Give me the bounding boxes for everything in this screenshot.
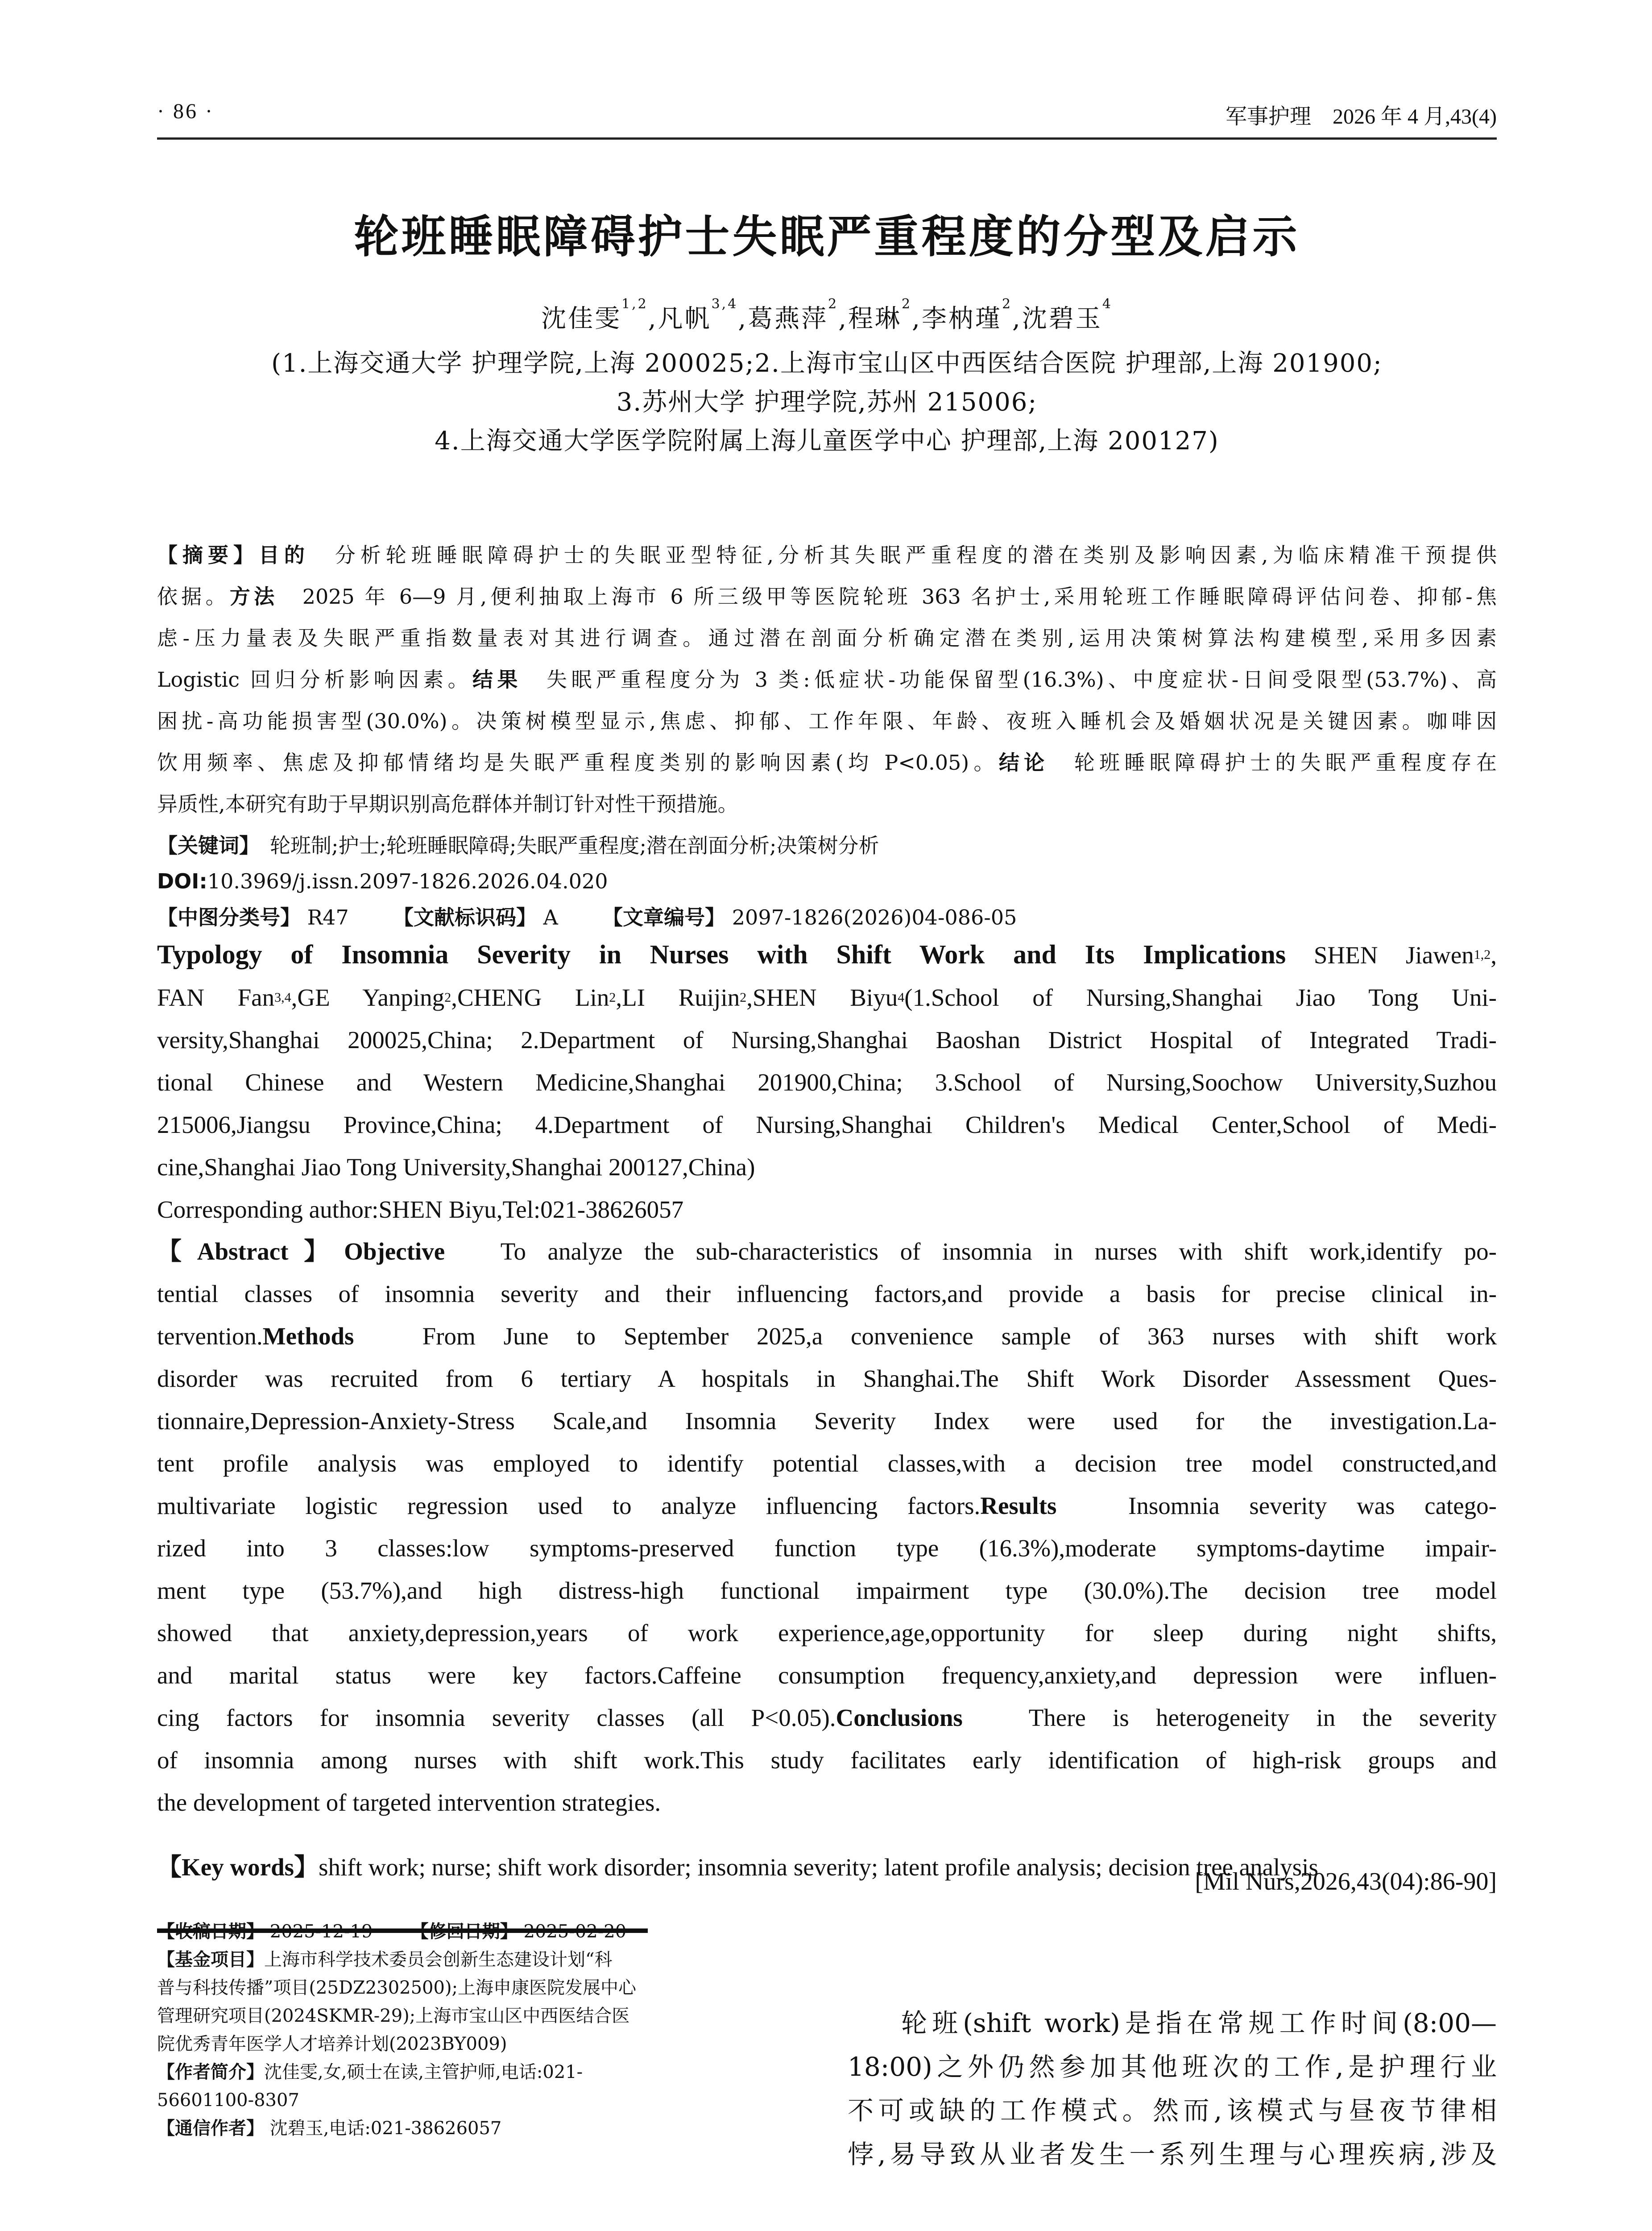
classification-line bbox=[157, 897, 1497, 938]
author-affiliation-mark: 2 bbox=[902, 296, 912, 312]
abstract-en-text: Insomnia severity was catego- bbox=[1056, 1492, 1497, 1519]
english-author-affiliation-mark: 2 bbox=[444, 990, 451, 1005]
english-affiliation-line: 215006,Jiangsu Province,China; 4.Department of Nursing,Shanghai Children's Medical Center,School of Medi- bbox=[157, 1111, 1497, 1138]
abstract-en-line bbox=[157, 1400, 1497, 1442]
abstract-en-line bbox=[157, 1654, 1497, 1696]
abstract-en-text: tential classes of insomnia severity and their influencing factors,and provide a basis for precise clinical in- bbox=[157, 1280, 1497, 1307]
author-separator: , bbox=[738, 304, 748, 333]
abstract-en-text: showed that anxiety,depression,years of work experience,age,opportunity for sleep during night shifts, bbox=[157, 1619, 1497, 1646]
abstract-en-text: multivariate logistic regression used to analyze influencing factors. bbox=[157, 1492, 981, 1519]
page-number: · 86 · bbox=[157, 100, 214, 123]
english-author-name: LI Ruijin bbox=[622, 984, 740, 1011]
author-affiliation-mark: 4 bbox=[1102, 296, 1113, 312]
abstract-en-section-label: 【Abstract】Objective bbox=[157, 1238, 445, 1265]
author-list-cn bbox=[157, 296, 1497, 335]
body-paragraph-line: 不可或缺的工作模式。然而,该模式与昼夜节律相 bbox=[848, 2095, 1497, 2126]
author-bio-line: 56601100-8307 bbox=[157, 2090, 299, 2111]
english-affiliation-line: tional Chinese and Western Medicine,Shanghai 201900,China; 3.School of Nursing,Soochow University,Suzhou bbox=[157, 1069, 1497, 1096]
journal-running-header: 军事护理 2026 年 4 月,43(4) bbox=[1226, 105, 1497, 129]
footnotes bbox=[157, 1918, 813, 2143]
keywords-en-text: shift work; nurse; shift work disorder; insomnia severity; latent profile analysis; decision tree analysis bbox=[319, 1854, 1318, 1881]
author-separator: , bbox=[451, 984, 457, 1011]
received-date-row bbox=[157, 1918, 813, 1946]
abstract-cn bbox=[157, 535, 1497, 825]
abstract-cn-section-label: 结果 bbox=[472, 668, 522, 692]
author-name: 沈佳雯 bbox=[541, 304, 622, 333]
abstract-cn-text: 困扰-高功能损害型(30.0%)。决策树模型显示,焦虑、抑郁、工作年限、年龄、夜班入睡机会及婚姻状况是关键因素。咖啡因 bbox=[157, 709, 1497, 733]
keywords-cn-text: 轮班制;护士;轮班睡眠障碍;失眠严重程度;潜在剖面分析;决策树分析 bbox=[249, 834, 879, 858]
abstract-en-line bbox=[157, 1485, 1497, 1527]
abstract-cn-line bbox=[157, 742, 1497, 784]
author-bio-line: 沈佳雯,女,硕士在读,主管护师,电话:021- bbox=[264, 2062, 583, 2082]
fund-line: 上海市科学技术委员会创新生态建设计划“科 bbox=[264, 1949, 613, 1970]
header-rule bbox=[157, 137, 1497, 140]
fund-row bbox=[157, 1946, 813, 1974]
english-author-name: SHEN Biyu bbox=[753, 984, 898, 1011]
article-number-value: 2097-1826(2026)04-086-05 bbox=[732, 905, 1017, 929]
abstract-cn-section-label: 方法 bbox=[229, 585, 278, 609]
citation-reference: [Mil Nurs,2026,43(04):86-90] bbox=[1195, 1868, 1497, 1895]
corresponding-author-value: 沈碧玉,电话:021-38626057 bbox=[269, 2118, 502, 2139]
doi-link[interactable]: 10.3969/j.issn.2097-1826.2026.04.020 bbox=[207, 869, 608, 893]
abstract-en-text: tionnaire,Depression-Anxiety-Stress Scale,and Insomnia Severity Index were used for the investigation.La- bbox=[157, 1407, 1497, 1435]
abstract-cn-line bbox=[157, 576, 1497, 618]
abstract-cn-line bbox=[157, 618, 1497, 659]
author-separator: , bbox=[1491, 941, 1497, 969]
author-affiliation-mark: 2 bbox=[828, 296, 839, 312]
author-separator: , bbox=[616, 984, 622, 1011]
abstract-en-line bbox=[157, 1273, 1497, 1315]
abstract-en-section-label: Methods bbox=[262, 1323, 354, 1350]
revised-date-label: 【修回日期】 bbox=[410, 1921, 518, 1942]
abstract-en-line bbox=[157, 1696, 1497, 1739]
affiliation-line: (1.上海交通大学 护理学院,上海 200025;2.上海市宝山区中西医结合医院 护理部,上海 201900; bbox=[271, 349, 1383, 378]
english-corresponding-author: Corresponding author:SHEN Biyu,Tel:021-38626057 bbox=[157, 1196, 684, 1223]
article-title-cn: 轮班睡眠障碍护士失眠严重程度的分型及启示 bbox=[354, 211, 1300, 263]
english-affiliation-start: (1.School of Nursing,Shanghai Jiao Tong Uni- bbox=[904, 984, 1497, 1011]
abstract-cn-line bbox=[157, 659, 1497, 701]
english-author-affiliation-mark: 1,2 bbox=[1474, 947, 1491, 962]
abstract-cn-text: 2025 年 6—9 月,便利抽取上海市 6 所三级甲等医院轮班 363 名护士,采用轮班工作睡眠障碍评估问卷、抑郁-焦 bbox=[278, 585, 1497, 609]
received-date-label: 【收稿日期】 bbox=[157, 1921, 264, 1942]
english-title-line bbox=[157, 933, 1497, 976]
abstract-en-line bbox=[157, 1357, 1497, 1400]
keywords-en-label: 【Key words】 bbox=[157, 1854, 319, 1881]
abstract-cn-text: 虑-压力量表及失眠严重指数量表对其进行调查。通过潜在剖面分析确定潜在类别,运用决策树算法构建模型,采用多因素 bbox=[157, 626, 1497, 650]
author-separator: , bbox=[912, 304, 922, 333]
doi-label: DOI: bbox=[157, 869, 207, 893]
english-author-affiliation-mark: 2 bbox=[609, 990, 616, 1005]
body-paragraph-line: 轮班(shift work)是指在常规工作时间(8:00— bbox=[901, 2008, 1497, 2038]
english-affiliation-line: cine,Shanghai Jiao Tong University,Shanghai 200127,China) bbox=[157, 1153, 755, 1181]
abstract-cn-text: 轮班睡眠障碍护士的失眠严重程度存在 bbox=[1049, 751, 1497, 775]
abstract-en-text: disorder was recruited from 6 tertiary A hospitals in Shanghai.The Shift Work Disorder Assessment Ques- bbox=[157, 1365, 1497, 1392]
english-affiliation-line: versity,Shanghai 200025,China; 2.Department of Nursing,Shanghai Baoshan District Hospital of Integrated Tradi- bbox=[157, 1026, 1497, 1053]
corresponding-author-row bbox=[157, 2115, 813, 2143]
english-author-name: SHEN Jiawen bbox=[1313, 941, 1474, 969]
english-author-name: FAN Fan bbox=[157, 984, 275, 1011]
author-bio-row bbox=[157, 2058, 813, 2086]
author-name: 李枘瑾 bbox=[921, 304, 1002, 333]
body-text-column bbox=[848, 2001, 1497, 2176]
abstract-en bbox=[157, 1230, 1497, 1824]
english-author-affiliation-mark: 2 bbox=[740, 990, 747, 1005]
abstract-cn-line bbox=[157, 784, 1497, 825]
abstract-en-text: and marital status were key factors.Caffeine consumption frequency,anxiety,and depression were influen- bbox=[157, 1662, 1497, 1689]
clc-label: 【中图分类号】 bbox=[157, 905, 301, 929]
abstract-en-section-label: Results bbox=[980, 1492, 1057, 1519]
author-name: 沈碧玉 bbox=[1022, 304, 1102, 333]
abstract-en-text: From June to September 2025,a convenience sample of 363 nurses with shift work bbox=[354, 1323, 1497, 1350]
abstract-en-text: tervention. bbox=[157, 1323, 263, 1350]
abstract-en-section-label: Conclusions bbox=[836, 1704, 963, 1731]
body-paragraph-line: 悖,易导致从业者发生一系列生理与心理疾病,涉及 bbox=[848, 2139, 1497, 2169]
abstract-en-line bbox=[157, 1569, 1497, 1612]
abstract-en-text: rized into 3 classes:low symptoms-preserved function type (16.3%),moderate symptoms-daytime impair- bbox=[157, 1534, 1497, 1562]
abstract-cn-text: Logistic 回归分析影响因素。 bbox=[157, 668, 472, 692]
article-number-label: 【文章编号】 bbox=[602, 905, 726, 929]
abstract-cn-section-label: 结论 bbox=[998, 751, 1049, 775]
abstract-en-line bbox=[157, 1442, 1497, 1485]
clc-value: R47 bbox=[307, 905, 349, 929]
doc-code-value: A bbox=[543, 905, 558, 929]
abstract-cn-text: 依据。 bbox=[157, 585, 230, 609]
doi bbox=[157, 861, 1497, 902]
author-separator: , bbox=[746, 984, 753, 1011]
abstract-en-text: To analyze the sub-characteristics of insomnia in nurses with shift work,identify po- bbox=[445, 1238, 1497, 1265]
english-author-name: CHENG Lin bbox=[457, 984, 609, 1011]
abstract-cn-text: 饮用频率、焦虑及抑郁情绪均是失眠严重程度类别的影响因素(均 P<0.05)。 bbox=[157, 751, 999, 775]
english-author-name: GE Yanping bbox=[297, 984, 445, 1011]
english-front-matter bbox=[157, 933, 1497, 1231]
english-author-affiliation-mark: 3,4 bbox=[274, 990, 291, 1005]
abstract-cn-line bbox=[157, 535, 1497, 576]
abstract-en-line bbox=[157, 1527, 1497, 1569]
fund-label: 【基金项目】 bbox=[157, 1949, 264, 1970]
english-title: Typology of Insomnia Severity in Nurses with Shift Work and Its Implications bbox=[157, 940, 1286, 969]
author-separator: , bbox=[648, 304, 658, 333]
abstract-en-line bbox=[157, 1612, 1497, 1654]
english-author-line bbox=[157, 976, 1497, 1019]
abstract-en-line bbox=[157, 1739, 1497, 1781]
affiliation-line: 3.苏州大学 护理学院,苏州 215006; bbox=[616, 388, 1038, 417]
author-affiliation-mark: 2 bbox=[1002, 296, 1013, 312]
author-separator: , bbox=[1012, 304, 1022, 333]
abstract-cn-line bbox=[157, 701, 1497, 742]
author-name: 程琳 bbox=[848, 304, 902, 333]
keywords-cn-label: 【关键词】 bbox=[157, 834, 249, 858]
abstract-en-line bbox=[157, 1315, 1497, 1357]
corresponding-author-label: 【通信作者】 bbox=[157, 2118, 264, 2139]
abstract-cn-text: 异质性,本研究有助于早期识别高危群体并制订针对性干预措施。 bbox=[157, 792, 738, 816]
abstract-cn-label: 【摘要】 bbox=[157, 543, 259, 567]
body-paragraph-line: 18:00)之外仍然参加其他班次的工作,是护理行业 bbox=[848, 2052, 1497, 2082]
abstract-en-text: the development of targeted intervention strategies. bbox=[157, 1789, 661, 1816]
revised-date-value: 2025-02-20 bbox=[523, 1921, 627, 1942]
abstract-en-line bbox=[157, 1781, 1497, 1824]
english-author-affiliation-mark: 4 bbox=[898, 990, 905, 1005]
doc-code-label: 【文献标识码】 bbox=[393, 905, 537, 929]
fund-line: 管理研究项目(2024SKMR-29);上海市宝山区中西医结合医 bbox=[157, 2006, 630, 2026]
abstract-en-text: of insomnia among nurses with shift work.This study facilitates early identification of high-risk groups and bbox=[157, 1746, 1497, 1774]
author-bio-label: 【作者简介】 bbox=[157, 2062, 264, 2082]
english-author-list-first bbox=[1314, 941, 1497, 969]
abstract-cn-text: 失眠严重程度分为 3 类:低症状-功能保留型(16.3%)、中度症状-日间受限型(53.7%)、高 bbox=[522, 668, 1497, 692]
affiliation-line: 4.上海交通大学医学院附属上海儿童医学中心 护理部,上海 200127) bbox=[435, 427, 1219, 456]
abstract-cn-text: 分析轮班睡眠障碍护士的失眠亚型特征,分析其失眠严重程度的潜在类别及影响因素,为临床精准干预提供 bbox=[309, 543, 1497, 567]
author-affiliation-mark: 1,2 bbox=[621, 296, 648, 312]
author-name: 凡帆 bbox=[658, 304, 712, 333]
abstract-en-text: ment type (53.7%),and high distress-high functional impairment type (30.0%).The decision tree model bbox=[157, 1577, 1497, 1604]
author-separator: , bbox=[291, 984, 298, 1011]
fund-line: 院优秀青年医学人才培养计划(2023BY009) bbox=[157, 2034, 507, 2054]
author-separator: , bbox=[838, 304, 849, 333]
abstract-en-text: tent profile analysis was employed to identify potential classes,with a decision tree model constructed,and bbox=[157, 1450, 1497, 1477]
abstract-en-text: There is heterogeneity in the severity bbox=[962, 1704, 1497, 1731]
author-affiliation-mark: 3,4 bbox=[711, 296, 738, 312]
received-date-value: 2025-12-19 bbox=[269, 1921, 373, 1942]
author-name: 葛燕萍 bbox=[748, 304, 828, 333]
abstract-en-line bbox=[157, 1230, 1497, 1273]
abstract-en-text: cing factors for insomnia severity classes (all P<0.05). bbox=[157, 1704, 836, 1731]
fund-line: 普与科技传播”项目(25DZ2302500);上海申康医院发展中心 bbox=[157, 1978, 637, 1998]
english-author-list-rest bbox=[157, 984, 904, 1011]
abstract-cn-section-label: 目的 bbox=[258, 543, 310, 567]
